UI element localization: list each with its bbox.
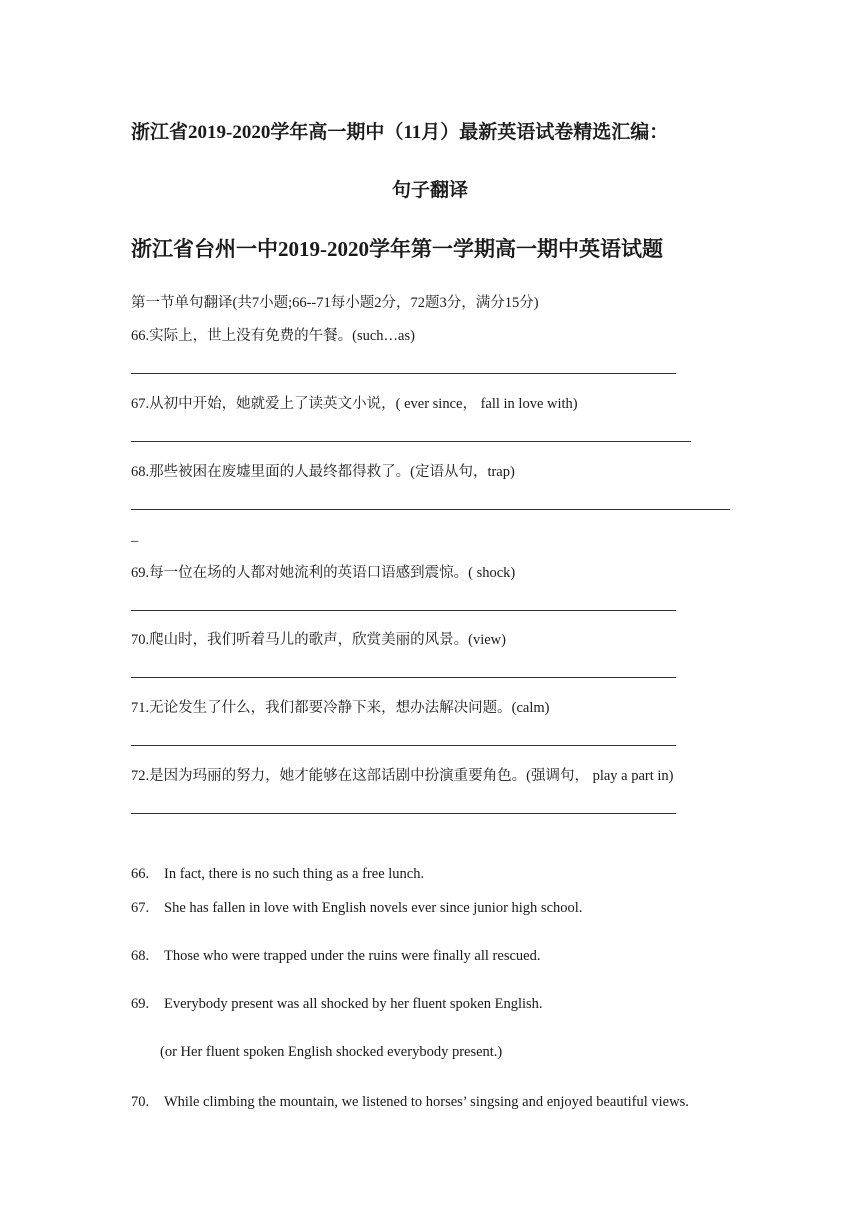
answer-text: In fact, there is no such thing as a free lunch. [164,866,425,882]
answer-line [131,509,730,510]
section-heading: 浙江省台州一中2019-2020学年第一学期高一期中英语试题 [131,237,663,261]
answer-number: 69. [131,996,150,1012]
answer-66 [131,866,424,883]
document-title: 浙江省2019-2020学年高一期中（11月）最新英语试卷精选汇编： [131,122,669,143]
document-subtitle: 句子翻译 [391,180,468,201]
question-72: 72.是因为玛丽的努力，她才能够在这部话剧中扮演重要角色。(强调句， play a part in) [131,768,674,784]
answer-number: 70. [131,1094,150,1110]
answer-68 [131,948,540,965]
answer-text: Everybody present was all shocked by her fluent spoken English. [164,996,543,1012]
answer-number: 68. [131,948,150,964]
question-69: 69.每一位在场的人都对她流利的英语口语感到震惊。( shock) [131,565,516,581]
answer-text: She has fallen in love with English novels ever since junior high school. [164,900,583,916]
answer-line [131,373,676,374]
answer-70 [131,1094,689,1111]
answer-line [131,677,676,678]
answer-text: While climbing the mountain, we listened to horses’ singsing and enjoyed beautiful views. [164,1094,689,1110]
answer-69 [131,996,543,1013]
question-68: 68.那些被困在废墟里面的人最终都得救了。(定语从句，trap) [131,464,515,480]
answer-67 [131,900,582,917]
answer-line [131,813,676,814]
answer-line [131,745,676,746]
answer-number: 67. [131,900,150,916]
question-67: 67.从初中开始，她就爱上了读英文小说，( ever since， fall in love with) [131,396,578,412]
answer-69-alternative: (or Her fluent spoken English shocked everybody present.) [160,1044,503,1060]
answer-line [131,610,676,611]
question-70: 70.爬山时，我们听着马儿的歌声，欣赏美丽的风景。(view) [131,632,506,648]
answer-line [131,441,691,442]
question-71: 71.无论发生了什么，我们都要冷静下来，想办法解决问题。(calm) [131,700,550,716]
stray-dash: _ [131,528,139,544]
question-66: 66.实际上，世上没有免费的午餐。(such…as) [131,328,415,344]
section-instructions: 第一节单句翻译(共7小题;66--71每小题2分，72题3分，满分15分) [131,295,539,311]
answer-number: 66. [131,866,150,882]
answer-text: Those who were trapped under the ruins were finally all rescued. [164,948,541,964]
